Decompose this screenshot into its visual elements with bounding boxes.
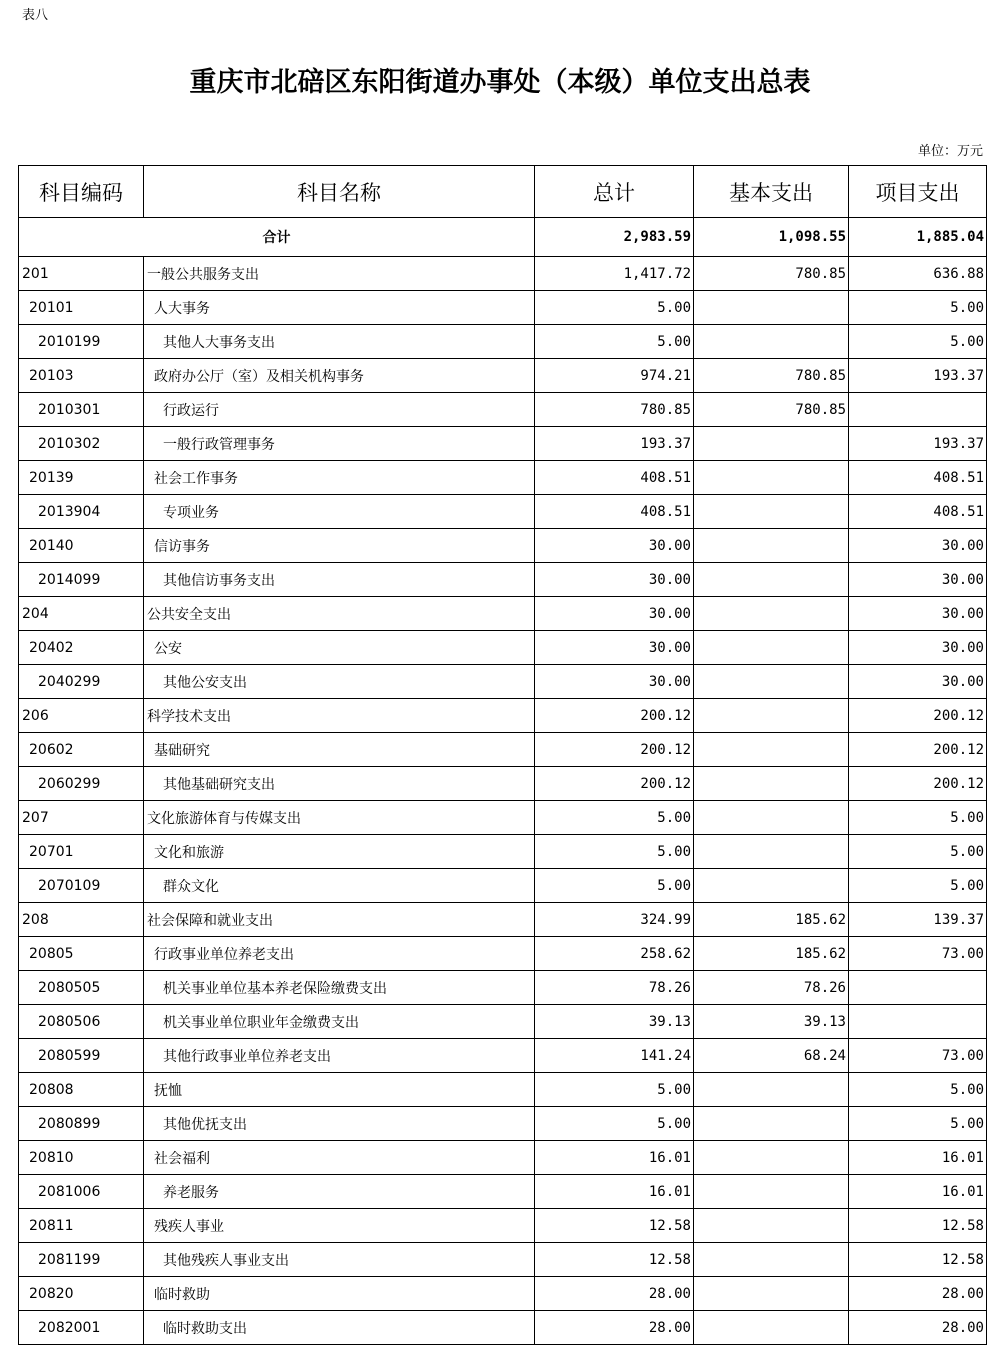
row-project: 73.00 — [849, 937, 987, 971]
row-total: 12.58 — [535, 1209, 694, 1243]
row-project: 200.12 — [849, 733, 987, 767]
row-project: 200.12 — [849, 767, 987, 801]
table-row — [19, 1311, 987, 1345]
row-project: 5.00 — [849, 835, 987, 869]
row-project: 16.01 — [849, 1175, 987, 1209]
table-row — [19, 767, 987, 801]
row-total: 30.00 — [535, 529, 694, 563]
row-total: 1,417.72 — [535, 257, 694, 291]
header-code: 科目编码 — [19, 166, 144, 218]
row-basic — [694, 699, 849, 733]
row-project: 5.00 — [849, 291, 987, 325]
row-name: 文化旅游体育与传媒支出 — [144, 801, 535, 835]
row-project: 5.00 — [849, 1073, 987, 1107]
row-basic — [694, 1277, 849, 1311]
row-basic — [694, 1311, 849, 1345]
row-code: 2080506 — [19, 1005, 144, 1039]
table-row — [19, 971, 987, 1005]
row-project: 5.00 — [849, 869, 987, 903]
row-code: 207 — [19, 801, 144, 835]
row-name: 其他公安支出 — [144, 665, 535, 699]
row-code: 2010301 — [19, 393, 144, 427]
row-basic — [694, 801, 849, 835]
row-basic — [694, 1141, 849, 1175]
row-name: 基础研究 — [144, 733, 535, 767]
row-total: 324.99 — [535, 903, 694, 937]
row-project: 200.12 — [849, 699, 987, 733]
row-code: 2080899 — [19, 1107, 144, 1141]
table-row — [19, 869, 987, 903]
row-project — [849, 393, 987, 427]
row-code: 206 — [19, 699, 144, 733]
row-name: 公安 — [144, 631, 535, 665]
row-name: 机关事业单位职业年金缴费支出 — [144, 1005, 535, 1039]
row-project: 5.00 — [849, 1107, 987, 1141]
row-code: 2010302 — [19, 427, 144, 461]
row-code: 2080505 — [19, 971, 144, 1005]
header-project: 项目支出 — [849, 166, 987, 218]
table-row — [19, 257, 987, 291]
row-code: 2080599 — [19, 1039, 144, 1073]
table-row — [19, 631, 987, 665]
row-project: 30.00 — [849, 631, 987, 665]
row-code: 2010199 — [19, 325, 144, 359]
row-total: 5.00 — [535, 801, 694, 835]
row-project: 193.37 — [849, 427, 987, 461]
row-name: 其他优抚支出 — [144, 1107, 535, 1141]
row-basic — [694, 869, 849, 903]
row-basic — [694, 495, 849, 529]
row-total: 974.21 — [535, 359, 694, 393]
table-row — [19, 699, 987, 733]
row-name: 临时救助 — [144, 1277, 535, 1311]
row-total: 30.00 — [535, 563, 694, 597]
row-total: 408.51 — [535, 461, 694, 495]
row-name: 政府办公厅（室）及相关机构事务 — [144, 359, 535, 393]
row-project: 408.51 — [849, 461, 987, 495]
row-basic — [694, 563, 849, 597]
page-title: 重庆市北碚区东阳街道办事处（本级）单位支出总表 — [189, 67, 811, 98]
row-name: 其他信访事务支出 — [144, 563, 535, 597]
table-row — [19, 393, 987, 427]
row-project: 30.00 — [849, 665, 987, 699]
row-code: 20808 — [19, 1073, 144, 1107]
row-name: 其他基础研究支出 — [144, 767, 535, 801]
header-total: 总计 — [535, 166, 694, 218]
total-project-amount: 1,885.04 — [849, 218, 987, 257]
row-total: 16.01 — [535, 1175, 694, 1209]
row-name: 其他残疾人事业支出 — [144, 1243, 535, 1277]
row-name: 其他行政事业单位养老支出 — [144, 1039, 535, 1073]
row-basic — [694, 597, 849, 631]
row-total: 12.58 — [535, 1243, 694, 1277]
row-name: 社会福利 — [144, 1141, 535, 1175]
table-row — [19, 665, 987, 699]
row-project — [849, 1005, 987, 1039]
row-code: 20103 — [19, 359, 144, 393]
row-name: 社会工作事务 — [144, 461, 535, 495]
table-row — [19, 903, 987, 937]
unit-label: 单位：万元 — [917, 144, 983, 159]
header-basic: 基本支出 — [694, 166, 849, 218]
table-row — [19, 801, 987, 835]
row-total: 5.00 — [535, 1073, 694, 1107]
row-total: 39.13 — [535, 1005, 694, 1039]
row-name: 其他人大事务支出 — [144, 325, 535, 359]
table-row — [19, 427, 987, 461]
row-total: 5.00 — [535, 835, 694, 869]
row-project: 12.58 — [849, 1209, 987, 1243]
row-code: 208 — [19, 903, 144, 937]
row-name: 科学技术支出 — [144, 699, 535, 733]
row-project: 139.37 — [849, 903, 987, 937]
table-row — [19, 733, 987, 767]
row-project: 193.37 — [849, 359, 987, 393]
row-project: 16.01 — [849, 1141, 987, 1175]
row-total: 5.00 — [535, 291, 694, 325]
row-basic: 39.13 — [694, 1005, 849, 1039]
row-code: 20805 — [19, 937, 144, 971]
row-basic — [694, 733, 849, 767]
table-row — [19, 1141, 987, 1175]
table-row — [19, 1175, 987, 1209]
table-row — [19, 1073, 987, 1107]
row-basic — [694, 1073, 849, 1107]
row-basic: 78.26 — [694, 971, 849, 1005]
row-basic: 68.24 — [694, 1039, 849, 1073]
total-amount: 2,983.59 — [535, 218, 694, 257]
table-row — [19, 1005, 987, 1039]
table-row — [19, 835, 987, 869]
row-total: 200.12 — [535, 733, 694, 767]
row-total: 16.01 — [535, 1141, 694, 1175]
row-name: 文化和旅游 — [144, 835, 535, 869]
row-total: 408.51 — [535, 495, 694, 529]
table-row — [19, 1039, 987, 1073]
row-code: 2070109 — [19, 869, 144, 903]
row-code: 20810 — [19, 1141, 144, 1175]
row-name: 专项业务 — [144, 495, 535, 529]
row-name: 行政事业单位养老支出 — [144, 937, 535, 971]
row-name: 机关事业单位基本养老保险缴费支出 — [144, 971, 535, 1005]
row-project: 5.00 — [849, 801, 987, 835]
row-total: 193.37 — [535, 427, 694, 461]
row-total: 30.00 — [535, 665, 694, 699]
row-basic — [694, 1107, 849, 1141]
table-row — [19, 597, 987, 631]
row-project: 28.00 — [849, 1277, 987, 1311]
table-row — [19, 529, 987, 563]
row-code: 20820 — [19, 1277, 144, 1311]
table-row — [19, 1107, 987, 1141]
table-row — [19, 563, 987, 597]
row-total: 200.12 — [535, 767, 694, 801]
header-row — [19, 166, 987, 218]
row-project — [849, 971, 987, 1005]
row-code: 201 — [19, 257, 144, 291]
row-name: 养老服务 — [144, 1175, 535, 1209]
row-basic — [694, 835, 849, 869]
row-project: 30.00 — [849, 597, 987, 631]
row-code: 20602 — [19, 733, 144, 767]
row-total: 780.85 — [535, 393, 694, 427]
row-code: 2013904 — [19, 495, 144, 529]
row-total: 30.00 — [535, 631, 694, 665]
row-total: 5.00 — [535, 1107, 694, 1141]
row-code: 2060299 — [19, 767, 144, 801]
table-row — [19, 1277, 987, 1311]
row-code: 2082001 — [19, 1311, 144, 1345]
row-code: 20139 — [19, 461, 144, 495]
row-code: 20101 — [19, 291, 144, 325]
row-basic — [694, 1175, 849, 1209]
header-name: 科目名称 — [144, 166, 535, 218]
row-basic: 185.62 — [694, 937, 849, 971]
row-basic: 780.85 — [694, 359, 849, 393]
row-name: 公共安全支出 — [144, 597, 535, 631]
row-name: 人大事务 — [144, 291, 535, 325]
row-name: 抚恤 — [144, 1073, 535, 1107]
row-basic: 780.85 — [694, 257, 849, 291]
row-name: 残疾人事业 — [144, 1209, 535, 1243]
row-name: 一般公共服务支出 — [144, 257, 535, 291]
expenditure-table — [18, 165, 987, 1345]
row-total: 141.24 — [535, 1039, 694, 1073]
row-basic: 780.85 — [694, 393, 849, 427]
row-project: 636.88 — [849, 257, 987, 291]
table-row — [19, 359, 987, 393]
row-code: 20402 — [19, 631, 144, 665]
row-basic — [694, 529, 849, 563]
table-row — [19, 1243, 987, 1277]
row-total: 78.26 — [535, 971, 694, 1005]
row-total: 28.00 — [535, 1277, 694, 1311]
row-basic — [694, 631, 849, 665]
row-project: 28.00 — [849, 1311, 987, 1345]
total-row — [19, 218, 987, 257]
row-project: 408.51 — [849, 495, 987, 529]
row-basic — [694, 461, 849, 495]
row-total: 258.62 — [535, 937, 694, 971]
row-basic — [694, 1209, 849, 1243]
row-basic — [694, 291, 849, 325]
table-row — [19, 291, 987, 325]
row-total: 5.00 — [535, 869, 694, 903]
table-row — [19, 937, 987, 971]
row-code: 2040299 — [19, 665, 144, 699]
row-basic — [694, 325, 849, 359]
row-code: 20811 — [19, 1209, 144, 1243]
row-code: 2014099 — [19, 563, 144, 597]
row-project: 5.00 — [849, 325, 987, 359]
row-total: 28.00 — [535, 1311, 694, 1345]
row-total: 5.00 — [535, 325, 694, 359]
row-code: 204 — [19, 597, 144, 631]
total-basic-amount: 1,098.55 — [694, 218, 849, 257]
row-name: 行政运行 — [144, 393, 535, 427]
row-basic — [694, 767, 849, 801]
table-row — [19, 461, 987, 495]
row-basic — [694, 427, 849, 461]
row-total: 30.00 — [535, 597, 694, 631]
row-name: 临时救助支出 — [144, 1311, 535, 1345]
row-name: 社会保障和就业支出 — [144, 903, 535, 937]
row-project: 12.58 — [849, 1243, 987, 1277]
row-total: 200.12 — [535, 699, 694, 733]
row-code: 2081199 — [19, 1243, 144, 1277]
row-name: 群众文化 — [144, 869, 535, 903]
total-label: 合计 — [19, 218, 535, 257]
row-basic: 185.62 — [694, 903, 849, 937]
row-basic — [694, 665, 849, 699]
row-basic — [694, 1243, 849, 1277]
row-project: 30.00 — [849, 563, 987, 597]
table-row — [19, 325, 987, 359]
row-name: 信访事务 — [144, 529, 535, 563]
row-name: 一般行政管理事务 — [144, 427, 535, 461]
table-row — [19, 495, 987, 529]
row-code: 20701 — [19, 835, 144, 869]
table-row — [19, 1209, 987, 1243]
row-project: 73.00 — [849, 1039, 987, 1073]
row-code: 2081006 — [19, 1175, 144, 1209]
form-number-label: 表八 — [22, 8, 49, 23]
row-code: 20140 — [19, 529, 144, 563]
row-project: 30.00 — [849, 529, 987, 563]
